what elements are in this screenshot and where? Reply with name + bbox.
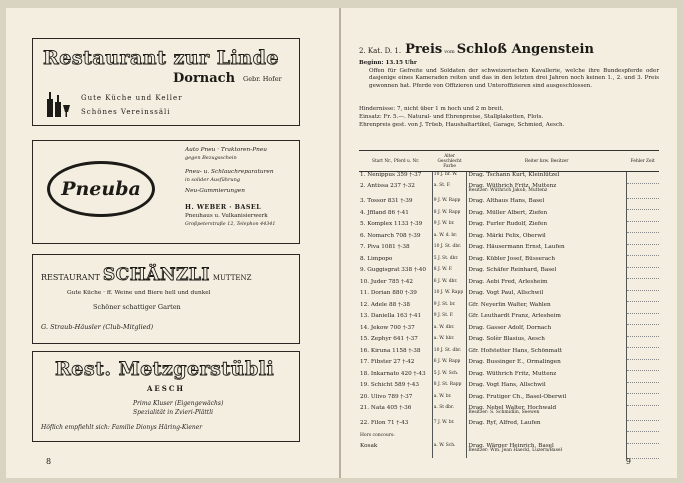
entry-age-text: 10 J. W. Rapp (433, 290, 464, 295)
entry-age-text: 10 J. br. W. (433, 172, 458, 177)
ad2-line6: H. WEBER · BASEL (185, 204, 262, 211)
entry-age-text: a. W. br. (433, 393, 452, 399)
entry-rider-text: Drag. Solèr Blasius, Aesch (468, 336, 545, 342)
ad4-place: AESCH (147, 384, 186, 393)
entry-result (626, 256, 659, 268)
entry-horse (359, 371, 432, 383)
entry-horse (359, 432, 432, 444)
entry-rider-text: Drag. Wüthrich Fritz, Muttenz (468, 183, 557, 189)
entry-rider-text: Drag. Ryf, Alfred, Laufen (468, 420, 541, 426)
entry-rider-text: Drag. Müller Albert, Ziefen (468, 209, 548, 216)
entry-rider-text: Drag. Schäfer Reinhard, Basel (468, 267, 557, 273)
entry-rider (467, 336, 626, 348)
race-header (359, 42, 594, 57)
table-row (359, 348, 659, 360)
entries-header-row (359, 151, 659, 172)
entry-result (626, 198, 659, 210)
entry-result (626, 183, 659, 198)
table-row (359, 221, 659, 233)
entries-table (359, 150, 659, 459)
ad1-title: Restaurant zur Linde (43, 47, 279, 69)
entry-rider-text: Gfr. Neyerlin Walter, Wahlen (468, 301, 551, 308)
entry-rider (467, 313, 626, 325)
entry-result (626, 290, 659, 302)
entry-rider-text: Drag. Häusermann Ernst, Laufen (468, 244, 565, 250)
entry-result (626, 371, 659, 383)
ad-restaurant-zur-linde (32, 38, 300, 126)
entry-rider-text: Drag. Frutiger Ch., Basel-Oberwil (468, 393, 567, 400)
entry-rider (467, 256, 626, 268)
table-row (359, 420, 659, 432)
ad2-line1: Auto Pneu · Traktoren-Pneu (185, 147, 268, 153)
entry-horse (359, 405, 432, 420)
entry-horse (359, 233, 432, 245)
entry-result (626, 279, 659, 291)
entry-horse (359, 267, 432, 279)
entry-rider-text: Drag. Nebel Walter, Hochwald (468, 405, 557, 411)
ad3-line3: G. Straub-Häusler (Club-Mitglied) (41, 323, 154, 331)
ad1-line1: Gute Küche und Keller (81, 94, 183, 102)
col-start: Start Nr., Pferd u. Nr. (359, 151, 432, 172)
race-title-preis: Preis (405, 42, 443, 57)
entry-age-text: 8 J. W. F. (433, 267, 453, 272)
ad2-line3: Pneu- u. Schlauchreparaturen (185, 169, 274, 175)
ad2-line4: in solider Ausführung (185, 177, 241, 183)
entry-rider-text: Drag. Furler Rudolf, Ziefen (468, 221, 548, 227)
entry-age-text: 8 J. W. Rapp (433, 209, 461, 215)
ad4-line3: Höflich empfiehlt sich: Familie Dionys Häring-Kiener (41, 424, 203, 431)
entry-horse-text: 8. Limpopo (360, 255, 393, 262)
entry-horse-text: Kosak (360, 443, 378, 449)
entry-horse-text: 21. Nata 405 †-36 (360, 405, 412, 411)
entry-age-text: 6 J. W. Rapp (433, 359, 461, 364)
entry-age (432, 221, 467, 233)
entry-rider (467, 405, 626, 420)
entry-horse-text: 20. Ulivo 789 †-37 (360, 393, 413, 400)
entry-age-text: a. W. dbr. (433, 324, 455, 330)
race-title-name: Schloß Angenstein (456, 42, 594, 57)
entry-rider (467, 210, 626, 222)
table-row (359, 210, 659, 222)
entry-result (626, 432, 659, 444)
ad4-title: Rest. Metzgerstübli (55, 358, 275, 380)
entry-horse-text: 6. Nomarch 708 †-39 (360, 232, 421, 239)
left-page-number: 8 (46, 457, 52, 466)
entry-horse-text: 22. Filon 71 †-43 (360, 420, 409, 426)
entry-age (432, 336, 467, 348)
entry-age (432, 359, 467, 371)
race-description: Offen für Gefreite und Soldaten der schweizerischen Kavallerie, welche ihre Bundespferde oder dasjenige eines Kameraden reiten und das in den letzten drei Jahren noch keinen 1., 2. und 3. Preis gewonnen hat. Pferde von Offizieren und Unteroffizieren sind ausgeschlossen. (369, 68, 659, 89)
entry-horse (359, 256, 432, 268)
entry-horse-text: 11. Dorian 880 †-39 (360, 290, 417, 296)
entry-horse (359, 336, 432, 348)
entry-horse-text: 5. Komplex 1133 †-39 (360, 221, 423, 227)
entry-age (432, 233, 467, 245)
entry-rider (467, 302, 626, 314)
table-row (359, 336, 659, 348)
entry-horse-text: 14. Jekow 700 †-37 (360, 324, 415, 331)
entry-result (626, 233, 659, 245)
entry-age (432, 325, 467, 337)
entry-horse (359, 221, 432, 233)
right-page-number: 9 (625, 457, 631, 466)
pneuba-logo (47, 161, 155, 217)
entry-rider (467, 267, 626, 279)
entry-age-text: 8 J. St. Rapp (433, 382, 462, 387)
table-row (359, 371, 659, 383)
entry-horse-text: 15. Zephyr 641 †-37 (360, 336, 418, 342)
table-row (359, 244, 659, 256)
entry-result (626, 210, 659, 222)
entry-age (432, 405, 467, 420)
ad3-header (41, 265, 251, 285)
entry-age (432, 382, 467, 394)
entry-age (432, 290, 467, 302)
entry-rider-text: Drag. Bussinger E., Ormalingen (468, 359, 561, 365)
entry-horse-text: 13. Daniella 163 †-41 (360, 313, 422, 319)
entry-rider-text: Drag. Gasser Adolf, Dornach (468, 324, 552, 331)
table-row (359, 405, 659, 420)
ad2-line7: Pneuhaus u. Vulkanisierwerk (185, 213, 268, 219)
ad1-place: Dornach (173, 71, 236, 86)
entry-rider (467, 244, 626, 256)
entry-age-text: a. W. hbr. (433, 336, 455, 341)
race-obstacles: Hindernisse: 7, nicht über 1 m hoch und 2 m breit. (359, 106, 504, 112)
entry-rider (467, 371, 626, 383)
entry-horse (359, 394, 432, 406)
entry-horse-text: 7. Piva 1081 †-38 (360, 244, 410, 250)
col-age: Alter Geschlecht Farbe (432, 151, 467, 172)
table-row (359, 198, 659, 210)
entry-rider-text: Drag. Märki Felix, Oberwil (468, 232, 546, 239)
entry-age (432, 244, 467, 256)
entry-horse-text: 16. Kiruna 1158 †-38 (360, 347, 421, 354)
entry-result (626, 267, 659, 279)
table-row (359, 302, 659, 314)
table-row (359, 256, 659, 268)
table-row (359, 267, 659, 279)
entry-horse (359, 325, 432, 337)
entry-rider (467, 432, 626, 444)
entry-age-text: 9 J. W. br. (433, 221, 455, 226)
entry-rider-text: Drag. Wärger Heinrich, Basel (468, 443, 554, 449)
entry-age (432, 394, 467, 406)
entry-horse (359, 348, 432, 360)
entry-age-text: a. W. Sch. (433, 443, 456, 448)
wine-bottles-icon (45, 89, 71, 119)
entry-horse (359, 290, 432, 302)
entry-rider (467, 325, 626, 337)
entry-age (432, 348, 467, 360)
entry-age-text: 9 J. St. br. (433, 301, 456, 307)
race-title-vom: vom (444, 49, 455, 55)
entry-horse-text: 10. Juder 785 †-42 (360, 278, 413, 285)
ad1-line2: Schönes Vereinssäli (81, 108, 171, 116)
entries-body (359, 172, 659, 459)
entry-result (626, 172, 659, 184)
entry-rider-text: Drag. Althaus Hans, Basel (468, 198, 545, 204)
entry-rider (467, 420, 626, 432)
entry-rider-text: Drag. Wüthrich Fritz, Muttenz (468, 370, 557, 377)
entry-horse-text: 4. Jffland 86 †-41 (360, 209, 409, 216)
entry-horse (359, 420, 432, 432)
entry-result (626, 221, 659, 233)
ad4-line1: Prima Kluser (Eigengewächs) (133, 400, 224, 407)
entry-rider (467, 382, 626, 394)
table-row (359, 394, 659, 406)
entry-owner: Besitzer: S. Schmidlin, Seewen (468, 410, 540, 415)
entry-rider (467, 183, 626, 198)
entry-age (432, 172, 467, 184)
table-row (359, 382, 659, 394)
entry-age-text: 10 J. St. dbr. (433, 244, 462, 249)
entry-age (432, 420, 467, 432)
entry-horse (359, 302, 432, 314)
entry-rider (467, 348, 626, 360)
entry-horse (359, 198, 432, 210)
ad-pneuba (32, 140, 300, 244)
table-row (359, 325, 659, 337)
entry-horse (359, 172, 432, 184)
entry-result (626, 420, 659, 432)
entry-horse-text: 2. Antissa 237 †-32 (360, 183, 415, 189)
entry-rider (467, 443, 626, 458)
entry-age (432, 302, 467, 314)
entry-horse (359, 382, 432, 394)
entry-age (432, 183, 467, 198)
entry-horse (359, 443, 432, 458)
entry-age (432, 313, 467, 325)
entry-result (626, 325, 659, 337)
entry-result (626, 382, 659, 394)
entry-age (432, 256, 467, 268)
entry-result (626, 336, 659, 348)
entry-result (626, 244, 659, 256)
table-row (359, 233, 659, 245)
ad3-place: MUTTENZ (212, 274, 252, 282)
entry-rider (467, 172, 626, 184)
entry-horse (359, 279, 432, 291)
entry-rider (467, 359, 626, 371)
entry-horse-text: 17. Fibster 27 †-42 (360, 359, 415, 365)
pneuba-logo-text: Pneuba (61, 178, 141, 200)
entry-age (432, 267, 467, 279)
entry-result (626, 443, 659, 458)
entry-horse-text: 9. Guggisgrat 338 †-40 (360, 267, 426, 273)
entry-age (432, 198, 467, 210)
entry-rider-text: Drag. Kübler Josef, Büsserach (468, 255, 555, 262)
entry-age (432, 443, 467, 458)
entry-rider (467, 394, 626, 406)
ad4-line2: Spezialität in Zvieri-Plättli (133, 409, 214, 416)
entry-horse (359, 359, 432, 371)
entry-age-text: 5 J. St. dbr. (433, 255, 459, 261)
entry-horse-text: 18. Inkarnato 420 †-43 (360, 370, 426, 377)
entry-age-text: 5 J. W. Sch. (433, 370, 459, 376)
race-honour-prize: Ehrenpreis gest. von J. Trüeb, Haushaltartikel, Garage, Schmied, Aesch. (359, 122, 565, 128)
entry-age (432, 279, 467, 291)
entry-owner: Besitzer: Wm. Jean Haeckl, Luzern/Basel (468, 448, 563, 453)
entry-rider (467, 290, 626, 302)
entry-horse-text: 1. Nenippus 359 †-37 (360, 172, 422, 178)
entry-age (432, 371, 467, 383)
table-row (359, 359, 659, 371)
ad3-pre: RESTAURANT (41, 273, 100, 282)
ad2-line5: Neu-Gummierungen (185, 188, 245, 194)
col-faults: Fehler Zeit (626, 151, 659, 172)
entry-result (626, 313, 659, 325)
ad3-line2: Schöner schattiger Garten (93, 303, 181, 311)
entry-horse-text: 3. Tossor 831 †-39 (360, 198, 413, 204)
entry-horse (359, 244, 432, 256)
entry-rider (467, 279, 626, 291)
ad3-name: SCHÄNZLI (102, 265, 210, 285)
race-category: 2. Kat. D. 1. (359, 47, 402, 55)
entry-rider (467, 198, 626, 210)
entry-result (626, 394, 659, 406)
entry-rider-text: Gfr. Hofstetter Hans, Schönmatt (468, 347, 563, 354)
race-start-time: Beginn: 13.15 Uhr (359, 60, 417, 66)
entry-age-text: 9 J. St. F. (433, 313, 454, 318)
entry-horse (359, 210, 432, 222)
entry-result (626, 359, 659, 371)
ad-restaurant-schaenzli (32, 254, 300, 344)
entry-age-text: 10 J. St. dbr. (433, 347, 462, 353)
entry-horse (359, 313, 432, 325)
entry-age-text: a. St dbr. (433, 405, 454, 410)
ad-rest-metzgerstuebli (32, 351, 300, 442)
entry-age-text: a. W. d. br. (433, 232, 458, 238)
ad2-line2: gegen Bezugsschein (185, 155, 237, 161)
entry-age (432, 210, 467, 222)
entry-age (432, 432, 467, 444)
table-row (359, 172, 659, 184)
right-page (341, 8, 677, 478)
entry-rider-text: Gfr. Leuthardt Franz, Arlesheim (468, 313, 561, 319)
entry-result (626, 302, 659, 314)
table-row (359, 313, 659, 325)
entry-age-text: 9 J. W. Rapp (433, 198, 461, 203)
race-entry-fee: Einsatz: Fr. 5.—. Natural- und Ehrenpreise, Stallplaketten, Flots. (359, 114, 544, 120)
left-page (6, 8, 339, 478)
table-row (359, 183, 659, 198)
entry-rider (467, 221, 626, 233)
entry-horse-text: 19. Schicht 589 †-43 (360, 382, 420, 388)
entry-rider-text: Drag. Vogt Paul, Allschwil (468, 290, 544, 296)
ad3-line1: Gute Küche · ff. Weine und Biere hell und dunkel (67, 290, 211, 296)
entry-rider (467, 233, 626, 245)
entry-owner: Besitzer: Wüthrich Jakob, Muttenz (468, 188, 548, 193)
entry-age-text: 6 J. W. dbr. (433, 278, 458, 284)
entry-horse-text: Hors concours: (360, 432, 395, 438)
entry-result (626, 405, 659, 420)
col-rider: Reiter bzw. Besitzer (467, 151, 626, 172)
entry-rider-text: Drag. Vogt Hans, Allschwil (468, 382, 546, 388)
entry-rider-text: Drag. Tschann Kurt, Kleinlützel (468, 172, 560, 178)
ad1-owner: Gebr. Hofer (243, 75, 282, 83)
table-row (359, 290, 659, 302)
entry-horse (359, 183, 432, 198)
ad2-line8: Großpeterstraße 12, Telephon 44341 (185, 222, 276, 227)
entry-age-text: a. St. F. (433, 183, 451, 188)
table-row (359, 443, 659, 458)
entry-rider-text: Drag. Aebi Fred, Arlesheim (468, 278, 548, 285)
entry-age-text: 7 J. W. br. (433, 420, 455, 425)
entry-horse-text: 12. Adele 88 †-38 (360, 301, 411, 308)
table-row (359, 432, 659, 444)
entry-result (626, 348, 659, 360)
table-row (359, 279, 659, 291)
